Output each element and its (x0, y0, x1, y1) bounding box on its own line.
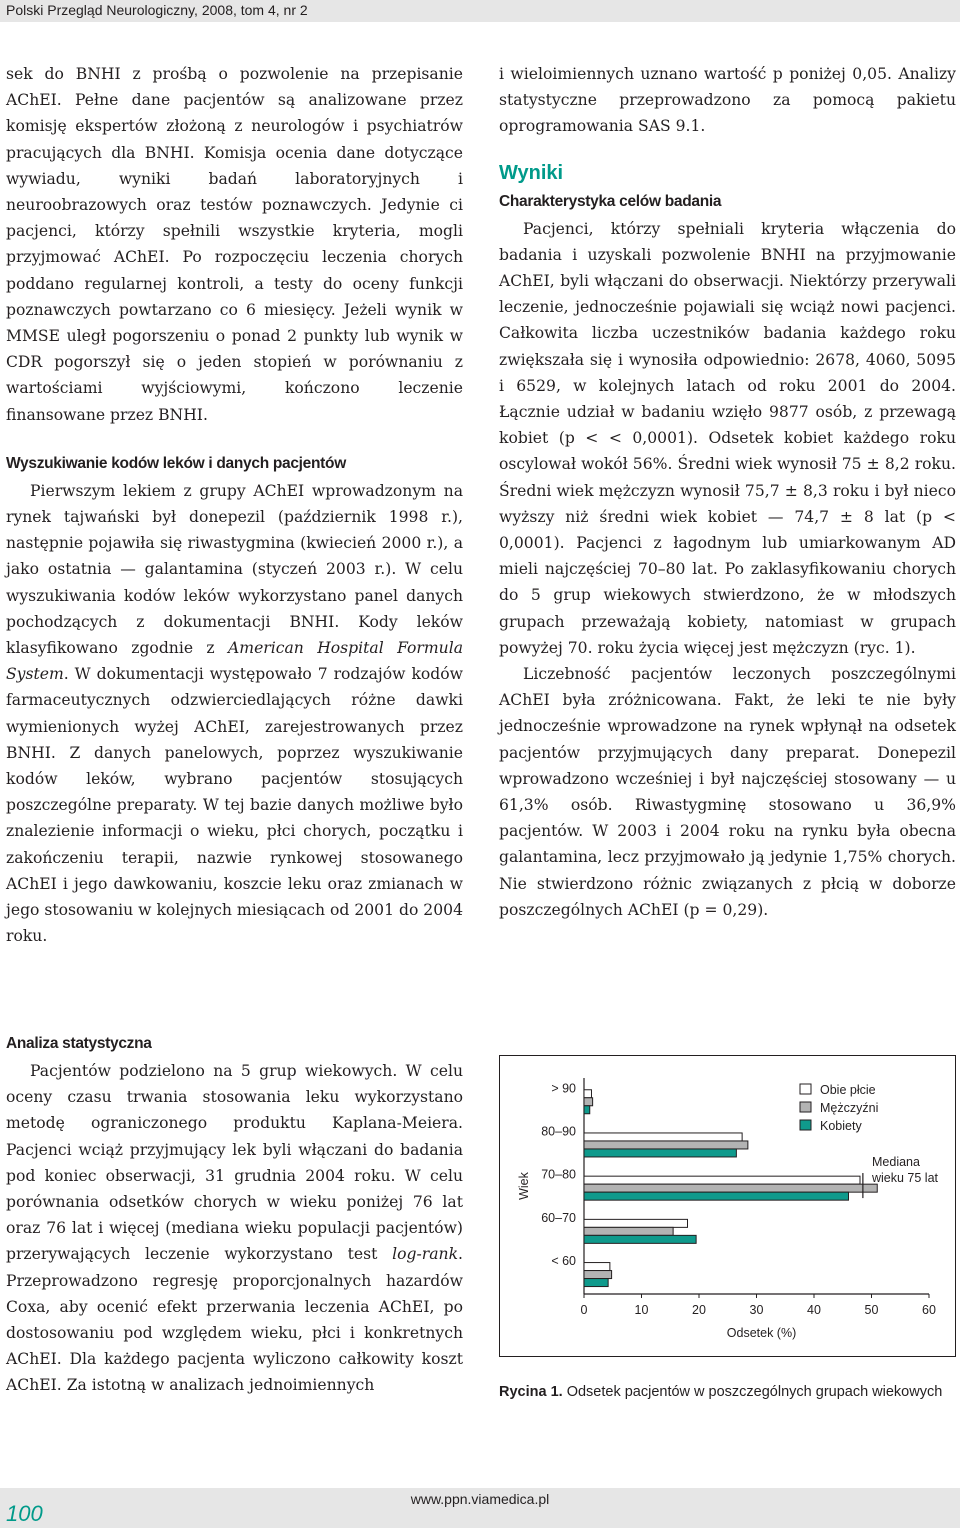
y-axis-label: Wiek (517, 1172, 531, 1200)
subheading-drug-codes: Wyszukiwanie kodów leków i danych pacjentów (6, 454, 346, 472)
bar (584, 1227, 673, 1235)
legend-swatch (800, 1084, 811, 1094)
paragraph: Pacjenci, którzy spełniali kryteria włączenia do badania i uzyskali pozwolenie BNHI na przyjmowanie AChEI, byli włączani do obserwacji. Niektórzy przerywali leczenie, jednocześnie pojawiali się wciąż nowi pacjenci. Całkowita liczba uczestników badania każdego roku zwiększała się i wynosiła odpowiednio: 2678, 4060, 5095 i 6529, w kolejnych latach od roku 2001 do 2004. Łącznie udział w badaniu wzięło 9877 osób, z przewagą kobiet (p < < 0,0001). Odsetek kobiet każdego roku oscylował wokół 56%. Średni wiek wynosił 75 ± 8,2 roku. Średni wiek mężczyzn wynosił 75,7 ± 8,3 roku i był nieco wyższy niż średni wiek kobiet — 74,7 ± 8 lat (p < 0,0001). Pacjenci z łagodnym lub umiarkowanym AD mieli najczęściej 70–80 lat. Po zaklasyfikowaniu chorych do 5 grup wiekowych stwierdzono, że w młodszych grupach przeważają kobiety, natomiast w grupach powyżej 70. roku życia więcej jest mężczyzn (ryc. 1). (499, 219, 956, 657)
emphasis: American Hospital Formula System (6, 639, 463, 684)
section-heading-results: Wyniki (499, 161, 564, 184)
subheading-statistics: Analiza statystyczna (6, 1035, 152, 1052)
x-axis-label: Odsetek (%) (726, 1326, 797, 1340)
right-column (499, 61, 956, 923)
x-tick-label: 60 (922, 1303, 936, 1317)
bar (584, 1219, 688, 1227)
x-tick-label: 20 (692, 1303, 706, 1317)
bar (584, 1235, 696, 1243)
page-number: 100 (6, 1501, 43, 1526)
footer-url: www.ppn.viamedica.pl (410, 1491, 550, 1507)
bar (584, 1279, 608, 1287)
paragraph: i wieloimiennych uznano wartość p poniżej 0,05. Analizy statystyczne przeprowadzono za pomocą pakietu oprogramowania SAS 9.1. (499, 65, 956, 136)
legend-label: Obie płcie (820, 1083, 876, 1097)
paragraph: sek do BNHI z prośbą o pozwolenie na przepisanie AChEI. Pełne dane pacjentów są analizowane przez komisję ekspertów złożoną z neurologów i psychiatrów pracujących dla BNHI. Komisja ocenia dane dotyczące wywiadu, wyniki badań laboratoryjnych i neuroobrazowych oraz testów poznawczych. Jedynie ci pacjenci, którzy spełnili wszystkie kryteria, mogli przyjmować AChEI. Po rozpoczęciu leczenia chorych poddano regularnej kontroli, a testy do oceny funkcji poznawczych powtarzano co 6 miesięcy. Jeżeli wynik w MMSE uległ pogorszeniu o ponad 2 punkty lub wynik w CDR pogorszył się o jeden stopień w porównaniu z wartościami wyjściowymi, kończono leczenie finansowane przez BNHI. (6, 65, 463, 424)
left-column-top (6, 61, 463, 950)
paragraph: Liczebność pacjentów leczonych poszczególnymi AChEI była zróżnicowana. Fakt, że leki te nie były jednocześnie wprowadzone na rynek wpłynął na odsetek pacjentów przyjmujących dany preparat. Donepezil wprowadzono wcześniej i był najczęściej stosowany — u 61,3% osób. Riwastygminę stosowano u 36,9% pacjentów. W 2003 i 2004 roku na rynku była obecna galantamina, lecz przyjmowało ją jedynie 1,75% chorych. Nie stwierdzono różnic związanych z płcią w doborze poszczególnych AChEI (p = 0,29). (499, 665, 956, 919)
bar (584, 1141, 748, 1149)
y-tick-label: > 90 (551, 1081, 576, 1096)
bar (584, 1090, 591, 1098)
emphasis: log-rank (392, 1245, 459, 1264)
bar (584, 1106, 590, 1114)
journal-title: Polski Przegląd Neurologiczny, 2008, tom 4, nr 2 (6, 2, 308, 18)
x-tick-label: 30 (749, 1303, 764, 1317)
bar (584, 1149, 736, 1157)
y-tick-label: 60–70 (541, 1210, 576, 1225)
figure-caption: Rycina 1. Odsetek pacjentów w poszczególnych grupach wiekowych (499, 1384, 943, 1400)
bar-chart (500, 1056, 955, 1356)
bar (584, 1184, 877, 1192)
y-tick-label: 80–90 (541, 1124, 576, 1139)
x-tick-label: 50 (864, 1303, 879, 1317)
figure-1 (499, 1055, 956, 1357)
x-tick-label: 10 (634, 1303, 649, 1317)
bar (584, 1133, 742, 1141)
subheading-characteristics: Charakterystyka celów badania (499, 192, 722, 210)
bar (584, 1176, 860, 1184)
bar (584, 1263, 610, 1271)
legend-swatch (800, 1120, 811, 1130)
x-tick-label: 40 (807, 1303, 821, 1317)
legend-label: Kobiety (820, 1119, 862, 1133)
y-tick-label: < 60 (551, 1254, 576, 1269)
y-tick-label: 70–80 (541, 1167, 576, 1182)
bar (584, 1192, 849, 1200)
annotation-text: Mediana (872, 1155, 920, 1169)
x-tick-label: 0 (580, 1303, 588, 1317)
paragraph: Pierwszym lekiem z grupy AChEI wprowadzonym na rynek tajwański był donepezil (październik 1998 r.), następnie pojawiła się riwastygmina (kwiecień 2000 r.), a jako ostatnia — galantamina (styczeń 2003 r.). W celu wyszukiwania kodów leków wykorzystano panel danych pochodzących z dokumentacji BNHI. Kody leków klasyfikowano zgodnie z American Hospital Formula System. W dokumentacji występowało 7 rodzajów kodów farmaceutycznych odzwierciedlających różne dawki wymienionych wyżej AChEI, zarejestrowanych przez BNHI. Z danych panelowych, poprzez wyszukiwanie kodów leków, wybrano pacjentów stosujących poszczególne preparaty. W tej bazie danych możliwe było znalezienie informacji o wieku, płci chorych, początku i zakończeniu terapii, nazwie rynkowej stosowanego AChEI i jego dawkowaniu, koszcie leku oraz zmianach w jego stosowaniu w kolejnych miesiącach od 2001 do 2004 roku. (6, 481, 463, 946)
bar (584, 1271, 612, 1279)
paragraph: Pacjentów podzielono na 5 grup wiekowych. W celu oceny czasu trwania stosowania leku wykorzystano metodę ograniczonego produktu Kaplana-Meiera. Pacjenci wciąż przyjmujący lek byli włączani do badania pod koniec obserwacji, 31 grudnia 2004 roku. W celu porównania odsetków chorych w wieku poniżej 76 lat oraz 76 lat i więcej (mediana wieku populacji pacjentów) przerywających leczenie wykorzystano test log-rank. Przeprowadzono regresję proporcjonalnych hazardów Coxa, aby ocenić efekt przerwania leczenia AChEI, po dostosowaniu pod względem wieku, płci i konkretnych AChEI. Dla każdego pacjenta wyliczono całkowity koszt AChEI. Za istotną w analizach jednoimiennych (6, 1062, 463, 1395)
bar (584, 1098, 593, 1106)
annotation-text: wieku 75 lat (872, 1171, 939, 1185)
legend-swatch (800, 1102, 811, 1112)
legend-label: Mężczyźni (820, 1101, 879, 1115)
left-column-bottom (6, 1032, 463, 1399)
